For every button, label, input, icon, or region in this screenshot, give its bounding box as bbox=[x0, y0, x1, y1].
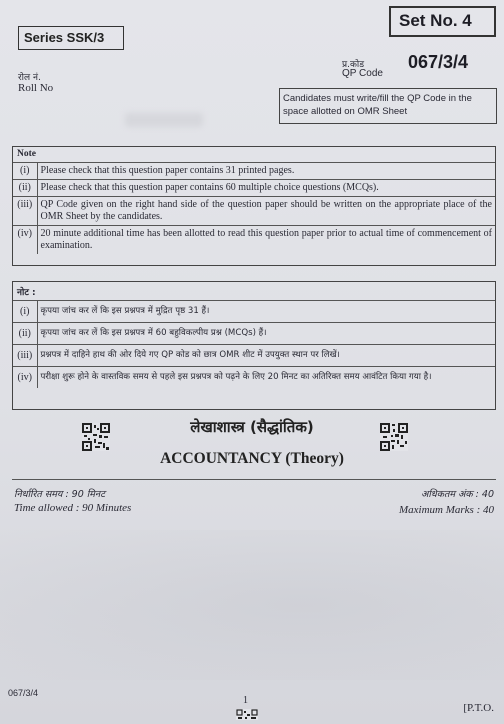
note-item-number: (i) bbox=[13, 301, 37, 323]
note-item-number: (i) bbox=[13, 163, 37, 180]
note-title-hindi: नोट : bbox=[17, 288, 36, 298]
note-item-text: कृपया जांच कर लें कि इस प्रश्नपत्र में मुद्रित पृष्ठ 31 हैं। bbox=[37, 301, 495, 323]
note-item-text: प्रश्नपत्र में दाहिने हाथ की ओर दिये गए QP कोड को छात्र OMR शीट में उपयुक्त स्थान पर लिखें। bbox=[37, 345, 495, 367]
note-item-text: कृपया जांच कर लें कि इस प्रश्नपत्र में 60 बहुविकल्पीय प्रश्न (MCQs) हैं। bbox=[37, 323, 495, 345]
redacted-roll-number bbox=[125, 113, 203, 127]
time-allowed-hindi: निर्धारित समय : 90 मिनट bbox=[14, 489, 105, 500]
note-item bbox=[13, 163, 495, 180]
qr-code-icon bbox=[236, 709, 258, 720]
note-item-text: परीक्षा शुरू होने के वास्तविक समय से पहले इस प्रश्नपत्र को पढ़ने के लिए 20 मिनट का अतिरिक्त समय आवंटित किया गया है। bbox=[37, 367, 495, 389]
set-number: Set No. 4 bbox=[389, 6, 496, 37]
maximum-marks-hindi: अधिकतम अंक : 40 bbox=[421, 489, 494, 500]
series-label: Series SSK/3 bbox=[18, 26, 124, 50]
omr-instruction-box: Candidates must write/fill the QP Code in the space allotted on OMR Sheet bbox=[279, 88, 497, 124]
time-allowed: Time allowed : 90 Minutes bbox=[14, 502, 132, 514]
roll-no-label-hindi: रोल नं. bbox=[18, 73, 41, 83]
note-list-hindi bbox=[13, 300, 495, 388]
divider bbox=[12, 479, 496, 480]
page-number: 1 bbox=[243, 695, 248, 706]
note-item-number: (ii) bbox=[13, 180, 37, 197]
subject-title-hindi: लेखाशास्त्र (सैद्धांतिक) bbox=[190, 418, 314, 436]
note-list-english bbox=[13, 162, 495, 254]
note-item-number: (iv) bbox=[13, 226, 37, 255]
qp-code-label: QP Code bbox=[342, 68, 383, 79]
maximum-marks: Maximum Marks : 40 bbox=[398, 504, 494, 516]
subject-title: ACCOUNTANCY (Theory) bbox=[160, 450, 344, 467]
note-item-number: (ii) bbox=[13, 323, 37, 345]
note-item-number: (iii) bbox=[13, 345, 37, 367]
note-item-number: (iii) bbox=[13, 197, 37, 226]
note-item bbox=[13, 301, 495, 323]
note-item-text: Please check that this question paper contains 31 printed pages. bbox=[37, 163, 495, 180]
note-title: Note bbox=[17, 149, 36, 159]
note-item bbox=[13, 197, 495, 226]
qp-code-label-hindi: प्र.कोड bbox=[342, 60, 365, 70]
note-box-english bbox=[12, 146, 496, 266]
note-item bbox=[13, 180, 495, 197]
note-item-text: QP Code given on the right hand side of the question paper should be written on the appropriate place of the OMR Sheet by the candidates. bbox=[37, 197, 495, 226]
roll-no-label: Roll No bbox=[18, 82, 54, 94]
note-item bbox=[13, 226, 495, 255]
qp-code: 067/3/4 bbox=[408, 52, 469, 72]
note-box-hindi bbox=[12, 281, 496, 410]
note-item-text: Please check that this question paper contains 60 multiple choice questions (MCQs). bbox=[37, 180, 495, 197]
note-item bbox=[13, 323, 495, 345]
note-item-number: (iv) bbox=[13, 367, 37, 389]
note-item bbox=[13, 345, 495, 367]
footer-qp-code: 067/3/4 bbox=[8, 688, 39, 698]
note-item-text: 20 minute additional time has been allotted to read this question paper prior to actual time of commencement of examination. bbox=[37, 226, 495, 255]
please-turn-over: [P.T.O. bbox=[463, 702, 494, 714]
show-through-shading bbox=[0, 530, 504, 680]
note-item bbox=[13, 367, 495, 389]
